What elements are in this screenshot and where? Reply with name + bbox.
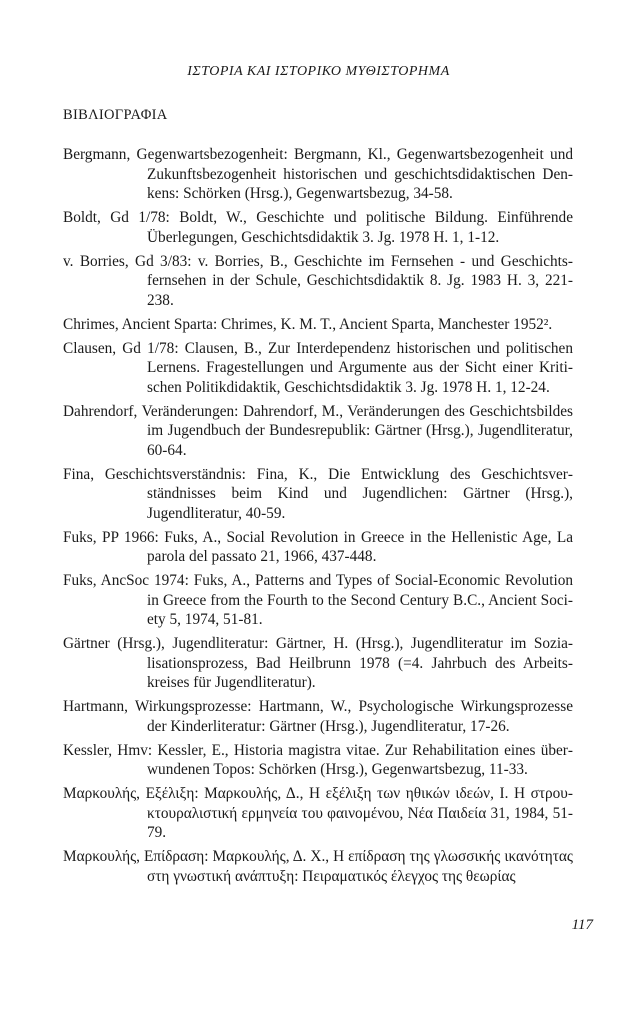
bibliography-entry: Gärtner (Hrsg.), Jugendliteratur: Gärtner, H. (Hrsg.), Jugendliteratur im Sozialisationsprozess, Bad Heilbrunn 1978 (=4. Jahrbuch des Arbeitskreises für Jugendliteratur). xyxy=(63,635,573,691)
bibliography-entry: Bergmann, Gegenwartsbezogenheit: Bergmann, Kl., Gegenwartsbezogenheit und Zukunftsbezogenheit historischen und geschichtsdidaktischen Denkens: Schörken (Hrsg.), Gegenwartsbezug, 34-58. xyxy=(63,146,573,202)
bibliography-entry: Clausen, Gd 1/78: Clausen, B., Zur Interdependenz historischen und politischen Lernens. Fragestellungen und Argumente aus der Sicht einer Kritischen Politikdidaktik, Geschichtsdidaktik 3. Jg. 1978 H. 1, 12-24. xyxy=(63,339,573,396)
bibliography-entry: Fina, Geschichtsverständnis: Fina, K., Die Entwicklung des Geschichtsverständnisses beim Kind und Jugendlichen: Gärtner (Hrsg.), Jugendliteratur, 40-59. xyxy=(63,465,573,522)
bibliography-entry: Kessler, Hmv: Kessler, E., Historia magistra vitae. Zur Rehabilitation eines überwundenen Topos: Schörken (Hrsg.), Gegenwartsbezug, 11-33. xyxy=(63,741,573,778)
bibliography-entry: Boldt, Gd 1/78: Boldt, W., Geschichte und politische Bildung. Einführende Überlegungen, Geschichtsdidaktik 3. Jg. 1978 H. 1, 1-12. xyxy=(63,209,573,246)
section-title: ΒΙΒΛΙΟΓΡΑΦΙΑ xyxy=(63,107,168,123)
bibliography-entry: Hartmann, Wirkungsprozesse: Hartmann, W., Psychologische Wirkungsprozesse der Kinderliteratur: Gärtner (Hrsg.), Jugendliteratur, 17-26. xyxy=(63,698,573,735)
bibliography-entry: v. Borries, Gd 3/83: v. Borries, B., Geschichte im Fernsehen - und Geschichtsfernsehen in der Schule, Geschichtsdidaktik 8. Jg. 1983 H. 3, 221-238. xyxy=(63,252,573,309)
bibliography-entry: Fuks, PP 1966: Fuks, A., Social Revolution in Greece in the Hellenistic Age, La parola del passato 21, 1966, 437-448. xyxy=(63,528,573,565)
bibliography-list xyxy=(63,145,573,891)
running-head: ΙΣΤΟΡΙΑ ΚΑΙ ΙΣΤΟΡΙΚΟ ΜΥΘΙΣΤΟΡΗΜΑ xyxy=(187,64,450,79)
bibliography-entry: Chrimes, Ancient Sparta: Chrimes, K. M. T., Ancient Sparta, Manchester 1952². xyxy=(63,315,553,333)
bibliography-entry: Dahrendorf, Veränderungen: Dahrendorf, M., Veränderungen des Geschichtsbildes im Jugendbuch der Bundesrepublik: Gärtner (Hrsg.), Jugendliteratur, 60-64. xyxy=(63,402,573,459)
page-number: 117 xyxy=(571,917,593,933)
bibliography-entry: Μαρκουλής, Εξέλιξη: Μαρκουλής, Δ., Η εξέλιξη των ηθικών ιδεών, Ι. Η στρουκτουραλιστική ερμηνεία του φαινομένου, Νέα Παιδεία 31, 1984, 51-79. xyxy=(63,785,573,841)
bibliography-entry: Fuks, AncSoc 1974: Fuks, A., Patterns and Types of Social-Economic Revolution in Greece from the Fourth to the Second Century B.C., Ancient Society 5, 1974, 51-81. xyxy=(63,572,573,628)
bibliography-entry: Μαρκουλής, Επίδραση: Μαρκουλής, Δ. Χ., Η επίδραση της γλωσσικής ικανότητας στη γνωστική ανάπτυξη: Πειραματικός έλεγχος της θεωρίας xyxy=(63,848,573,885)
